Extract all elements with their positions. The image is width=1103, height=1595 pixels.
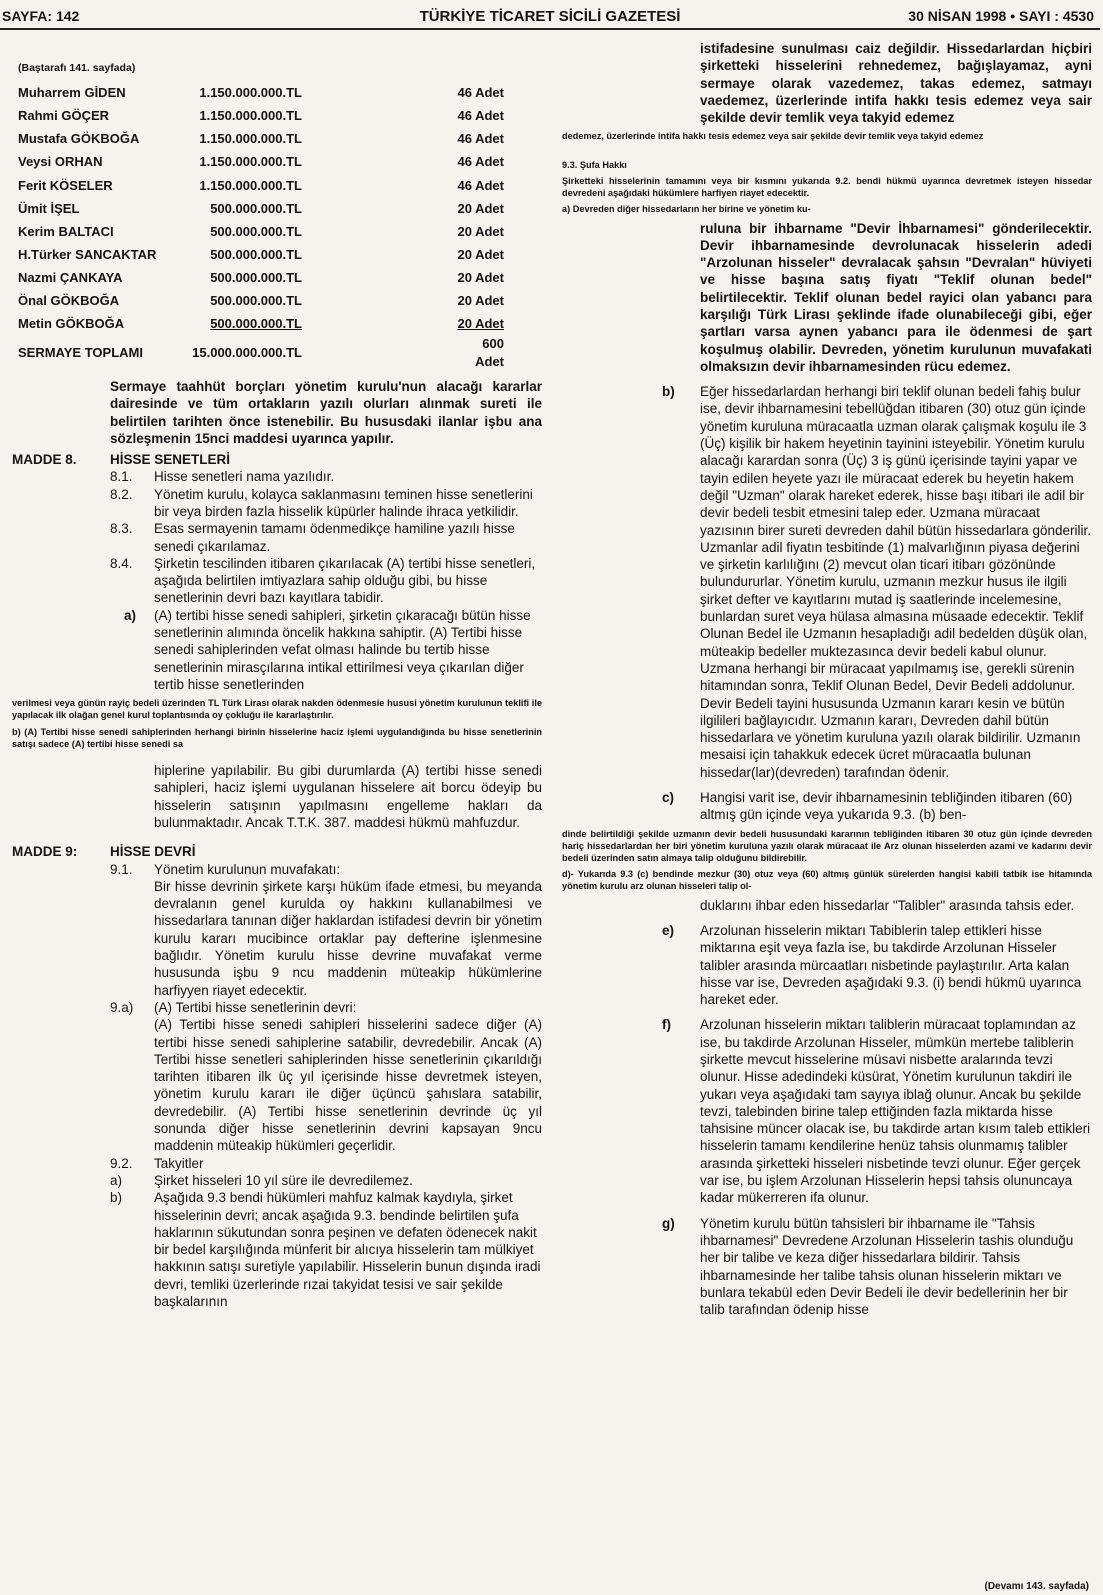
madde-9-title: HİSSE DEVRİ	[110, 844, 196, 860]
clause-text: Arzolunan hisselerin miktarı taliblerin müracaat toplamından az ise, bu takdirde Arzolunan Hisseler, mümkün mertebe taliblerin şirkette mevcut hisselerine müsavi nisbette aralarında tevzi olunur. Hisse adedindeki küsürat, Yönetim kurulunun takdiri ile yukarı veya aşağıdaki tam sayıya iblağ olunur. Ancak bu şekilde tevzi, talebinden birine talep ettiğinden fazla miktarda hisse tahsisine müncer olacak ise, bu takdirde artan kısım taleb ettikleri hisselerin tamamı kendilerine henüz tahsis olunmamış talibler arasında şirketteki hisseleri nisbetinde tevzi olunur. Eğer gerçek var ise, bu işlem Arzolunan Hisselerin hepsi tahsis olununcaya kadar mükerreren ifa olunur.	[700, 1017, 1091, 1206]
right-top-display: istifadesine sunulması caiz değildir. Hissedarlardan hiçbiri şirketteki hisselerini rehnedemez, bağışlayamaz, ayni sermaye olarak vazedemez, takas edemez, satmayı vaedemez, üzerlerinde intifa hakkı tesis edemez veya sair şekilde devir temlik veya takyid edemez	[700, 41, 1092, 126]
madde-8-title: HİSSE SENETLERİ	[110, 452, 231, 468]
spacer-cell	[302, 151, 452, 174]
clause-letter: b)	[110, 1190, 123, 1206]
shareholder-row	[18, 151, 504, 174]
shareholder-row	[18, 289, 504, 312]
spacer-cell	[302, 127, 452, 150]
spacer-cell	[302, 266, 452, 289]
clause-9-1	[12, 861, 542, 878]
clause-9-3-c	[562, 789, 1092, 824]
clause-text: Arzolunan hisselerin miktarı Tabiblerin talep ettikleri hisse miktarına eşit veya fazla ise, bu takdirde Arzolunan Hisseler talibler arasında mürcaatları nisbetinde paylaştırılır. Arta kalan hisse var ise, Devreden aşağıdaki 9.3. (i) bendi hükmü uyarınca hareket eder.	[700, 922, 1082, 1008]
continued-footer: (Devamı 143. sayfada)	[984, 1581, 1089, 1592]
page-header	[0, 2, 1100, 30]
clause-9-1-text: Bir hisse devrinin şirkete karşı hüküm ifade etmesi, bu meyanda devralanın genel kurulda oy hakkını kullanabilmesi ve hissedarlara tanınan diğer haklardan istifadesi devrin bir yönetim kurulu kararı mucibince ortaklar pay defterine işlenmesine bağlıdır. Yönetim kurulu hisse devrine muvafakat verme hususunda işbu 9 ncu maddenin müteakip hükümlerine harfiyyen riayet edecektir.	[154, 878, 542, 998]
shareholder-name: Ferit KÖSELER	[18, 177, 113, 193]
shareholder-row	[18, 266, 504, 289]
share-amount: 15.000.000.000.TL	[192, 344, 302, 360]
shareholder-row	[18, 174, 504, 197]
clause-letter: b)	[662, 384, 675, 400]
madde-8-label: MADDE 8.	[12, 452, 77, 468]
clause-number: 9.1.	[110, 861, 133, 877]
share-amount: 1.150.000.000.TL	[199, 154, 302, 170]
madde-9-heading	[12, 843, 542, 860]
continued-note: (Baştarafı 141. sayfada)	[18, 62, 136, 74]
share-count: 20 Adet	[457, 223, 504, 239]
small-print-top: dedemez, üzerlerinde intifa hakkı tesis edemez veya sair şekilde devir temlik veya takyid edemez	[562, 131, 984, 142]
clause-letter: a)	[110, 1172, 123, 1188]
clause-text: (A) tertibi hisse senedi sahipleri, şirketin çıkaracağı bütün hisse senetlerinin alımında öncelik hakkına sahiptir. (A) Tertibi hisse senedi sahiplerinden vefat olması halinde bu tertib hisse senetlerinin mirasçılarına intikal ettirilmesi veya çıkarılan diğer tertib hisse senetlerinden	[154, 607, 531, 692]
spacer-cell	[302, 312, 452, 335]
shareholder-name: Mustafa GÖKBOĞA	[18, 131, 140, 147]
right-top-text	[700, 40, 1092, 126]
clause-number: 9.2.	[110, 1155, 133, 1171]
spacer-cell	[302, 81, 452, 104]
clause-title: (A) Tertibi hisse senetlerinin devri:	[154, 999, 357, 1015]
clause-9-1-a-text: (A) Tertibi hisse senedi sahipleri hisselerini sadece diğer (A) tertibi hisse senedi sahiplerine satabilir, devredebilir. Ancak (A) Tertibi hisse senetleri sahiplerinden hisse senetlerinin çıkarıldığı tarihten itibaren ilk üç yıl içerisinde hisse devretmek isteyen, yönetim kurulu kararı ile diğer üçüncü şahıslara satabilir, devredebilir. (A) Tertibi hisse senetlerinin devrinde üç yıl sonunda diğer hisse senetlerinin devrini kapsayan 9ncu maddenin müteakip hükümleri geçerlidir.	[154, 1017, 542, 1154]
clause-text: Hisse senetleri nama yazılıdır.	[154, 469, 335, 485]
small-print-2: b) (A) Tertibi hisse senedi sahiplerinden herhangi birinin hisselerine haciz işlemi uygulandığında bu hisse senetlerinin satışı sadece (A) tertibi hisse senedi sa	[12, 726, 542, 749]
share-count: 20 Adet	[457, 246, 504, 262]
spacer-cell	[302, 197, 452, 220]
clause-text: Şirket hisseleri 10 yıl süre ile devredilemez.	[154, 1172, 413, 1188]
clause-letter: f)	[662, 1017, 671, 1033]
clause-9-3-a-start: a) Devreden diğer hissedarların her birine ve yönetim ku-	[562, 204, 811, 215]
shareholder-row	[18, 243, 504, 266]
shareholder-row	[18, 312, 504, 335]
share-count: 46 Adet	[457, 85, 504, 101]
clause-9-2-a	[12, 1172, 542, 1189]
clause-9-3-e	[562, 922, 1092, 1008]
spacer-cell	[302, 243, 452, 266]
clause-text: Esas sermayenin tamamı ödenmedikçe hamiline yazılı hisse senedi çıkarılamaz.	[154, 521, 515, 554]
shareholder-row	[18, 104, 504, 127]
share-count: 46 Adet	[457, 177, 504, 193]
clause-9-1-a	[12, 999, 542, 1016]
total-row	[18, 335, 504, 370]
share-count: 20 Adet	[457, 293, 504, 309]
shareholder-name: Önal GÖKBOĞA	[18, 293, 120, 309]
small-print-1: verilmesi veya günün rayiç bedeli üzerinden TL Türk Lirası olarak nakden ödenmesie hususi yönetim kurulunun teklifi ile yapılacak ilk olağan genel kurul toplantısında oy çokluğu ile kararlaştırılır.	[12, 698, 542, 721]
shareholder-row	[18, 197, 504, 220]
share-amount: 1.150.000.000.TL	[199, 108, 302, 124]
share-count: 20 Adet	[457, 269, 504, 285]
clause-8-2	[12, 486, 542, 521]
shareholder-name: Muharrem GİDEN	[18, 85, 126, 101]
clause-8-4-b-continued: hiplerine yapılabilir. Bu gibi durumlarda (A) tertibi hisse senedi sahipleri, haciz işlemi uygulanan hisselere ait borcu ödeyip bu hisselerin satışının yapılmasını engelleme hakları da bulunmaktadır. Ancak T.T.K. 387. maddesi hükmü mahfuzdur.	[154, 763, 542, 830]
newspaper-title: TÜRKİYE TİCARET SİCİLİ GAZETESİ	[419, 8, 681, 25]
shareholder-name: Rahmi GÖÇER	[18, 108, 110, 124]
shareholder-name: H.Türker SANCAKTAR	[18, 246, 157, 262]
spacer-cell	[302, 220, 452, 243]
clause-8-4	[12, 555, 542, 607]
clause-9-3-d-text: duklarını ihbar eden hissedarlar "Talibler" arasında tahsis eder.	[700, 897, 1075, 913]
share-amount: 500.000.000.TL	[210, 316, 302, 332]
madde-9-label: MADDE 9:	[12, 844, 78, 860]
madde-8-heading	[12, 451, 542, 468]
right-column	[562, 40, 1092, 1595]
shareholder-name: Kerim BALTACI	[18, 223, 114, 239]
clause-text: Eğer hissedarlardan herhangi biri teklif olunan bedeli fahiş bulur ise, devir ihbarnamesini tebellüğdan itibaren (30) otuz gün içinde yönetim kuruluna müracaatla uzman olarak çalışmak koşulu ile 3 (Üç) kişilik bir hakem heyetinin tayinini isteyebilir. Yönetim kurulu alacağı karardan sonra (Üç) 3 iş günü içerisinde tayini yapar ve tayin edilen heyete yazı ile müracaat ederek bu heyetin hakem değil "Uzman" olarak hareket ederek, hisse başı itibari ile adil bir devir bedeli tesbit etmesini talep eder. Uzmana müracaat yazısının birer sureti devreden dahil bütün hissedarlara gönderilir. Uzmanlar adil fiyatın tesbitinde (1) malvarlığının piyasa değerini ve şirketin karlılığını (2) mevcut olan ticari itibarı gözönünde bulundururlar. Yönetim kurulu, uzmanın mezkur husus ile ilgili şirket defter ve kayıtlarını mutad iş saatlerinde incelemesine, bunlardan suret veya hülasa almasına müsaade edecektir. Teklif Olunan Bedel ile Uzmanın hesapladığı adil bedelden düşük olan, müteakip bedeller muktezasınca devir bedeli kabul olunur. Uzmana herhangi bir müracaat yapılmamış ise, gerekli sürenin hitamından sonra, Teklif Olunan Bedel, Devir Bedeli addolunur. Devir Bedeli tayini hususunda Uzmanın kararı kesin ve bütün ilgilileri bağlayıcıdır. Uzmanın kararı, Devreden dahil bütün hissedarlara ve yönetim kuruluna yazılı olarak bildirilir. Uzmanın mesaisi için tahakkuk edecek ücret müracaatla bulunan hissedar(lar)(devreden) tarafından ödenir.	[700, 384, 1091, 780]
share-count: 20 Adet	[457, 200, 504, 216]
share-amount: 500.000.000.TL	[210, 223, 302, 239]
clause-text: Yönetim kurulu, kolayca saklanmasını teminen hisse senetlerini bir veya birden fazla hisselik küpürler halinde ihraca yetkilidir.	[154, 486, 533, 519]
clause-number: 8.3.	[110, 521, 133, 537]
share-count: 46 Adet	[457, 154, 504, 170]
clause-text: Hangisi varit ise, devir ihbarnamesinin tebliğinden itibaren (60) altmış gün içinde veya yukarıda 9.3. (b) ben-	[700, 790, 1073, 823]
shareholder-row	[18, 81, 504, 104]
shareholder-name: SERMAYE TOPLAMI	[18, 344, 143, 360]
clause-9-2	[12, 1155, 542, 1172]
share-amount: 1.150.000.000.TL	[199, 177, 302, 193]
clause-number: 8.4.	[110, 555, 133, 571]
share-count: 600 Adet	[475, 336, 504, 369]
clause-number: 8.2.	[110, 486, 133, 502]
left-column	[12, 40, 542, 1595]
clause-8-1	[12, 468, 542, 485]
share-amount: 1.150.000.000.TL	[199, 131, 302, 147]
paragraph-taahhut: Sermaye taahhüt borçları yönetim kurulu'nun alacağı kararlar dairesinde ve tüm ortakların yazılı olurları alınmak sureti ile belirtilen tarihten önce istenebilir. Bu hususdaki ilanlar işbu ana sözleşmenin 15nci maddesi uyarınca yapılır.	[110, 378, 542, 446]
share-amount: 500.000.000.TL	[210, 200, 302, 216]
clause-letter: e)	[662, 922, 675, 938]
clause-9-3-g	[562, 1215, 1092, 1319]
share-amount: 500.000.000.TL	[210, 246, 302, 262]
clause-text: Yönetim kurulu bütün tahsisleri bir ihbarname ile "Tahsis ihbarnamesi" Devredene Arzolunan Hisselerin tashis olunduğu her bir talibe ve keza diğer hissedarlara bildirir. Tahsis ihbarnamesinde her talibe tahsis olunan hisselerin miktarı ve bunlara tekabül eden Devir Bedeli ile devir bedellerinin her bir talib tarafından ödenip hisse	[700, 1215, 1074, 1318]
clause-9-3-d-small: d)- Yukarıda 9.3 (c) bendinde mezkur (30) otuz veya (60) altmış günlük sürelerden hangisi kabili tatbik ise hitamında yönetim kurulu arz olunan hisseleri talip ol-	[562, 869, 1092, 892]
spacer-cell	[302, 335, 452, 370]
clause-9-3-f	[562, 1016, 1092, 1206]
clause-9-3-b	[562, 383, 1092, 781]
share-count: 46 Adet	[457, 108, 504, 124]
clause-9-2-b	[12, 1189, 542, 1310]
shareholder-row	[18, 127, 504, 150]
clause-9-3-title: 9.3. Şufa Hakkı	[562, 159, 627, 170]
share-amount: 500.000.000.TL	[210, 269, 302, 285]
clause-9-3-c-small: dinde belirtildiği şekilde uzmanın devir bedeli hususundaki kararının tebliğinden itibaren 30 otuz gün içinde devreden hariç hissedarlardan her biri yönetim kuruluna yazılı olarak müracaat ile Arz olunan hisselerden azami ve kadarını devir bedeli üzerinden satın almaya talip olduğunu bildirebilir.	[562, 828, 1092, 863]
clause-letter: c)	[662, 790, 675, 805]
issue-date: 30 NİSAN 1998 • SAYI : 4530	[908, 8, 1094, 24]
share-amount: 1.150.000.000.TL	[199, 85, 302, 101]
shareholder-name: Veysi ORHAN	[18, 154, 103, 170]
clause-letter: a)	[124, 607, 137, 623]
shareholder-row	[18, 220, 504, 243]
clause-8-4-a	[12, 607, 542, 693]
clause-text: Aşağıda 9.3 bendi hükümleri mahfuz kalmak kaydıyla, şirket hisselerinin devri; ancak aşağıda 9.3. bendinde belirtilen şufa haklarının sükutundan sonra peşinen ve defaten ödenecek nakit bir bedel karşılığında münferit bir alıcıya hisselerin tam mülkiyet hakkının satışı suretiyle yapılabilir. Hisselerin bunun dışında iradi devri, temliki üzerlerinde rızai takyidat tesisi ve sair şekilde başkalarının	[154, 1190, 541, 1309]
clause-9-3-intro: Şirketteki hisselerinin tamamını veya bir kısmını yukarıda 9.2. bendi hükmü uyarınca devretmek isteyen hissedar devredeni aşağıdaki hükümlere harfiyen riayet edecektir.	[562, 175, 1092, 199]
spacer-cell	[302, 174, 452, 197]
page-number: SAYFA: 142	[2, 8, 80, 24]
shareholder-name: Ümit İŞEL	[18, 200, 80, 216]
shareholder-name: Metin GÖKBOĞA	[18, 316, 125, 332]
clause-title: Yönetim kurulunun muvafakatı:	[154, 861, 341, 877]
clause-title: Takyitler	[154, 1155, 204, 1171]
spacer-cell	[302, 104, 452, 127]
clause-text: Şirketin tescilinden itibaren çıkarılacak (A) tertibi hisse senetleri, aşağıda belirtilen imtiyazlara sahip olduğu gibi, bu hisse senetlerinin devri bazı kayıtlara tabidir.	[154, 555, 536, 606]
spacer-cell	[302, 289, 452, 312]
clause-9-3-a-text: ruluna bir ihbarname "Devir İhbarnamesi" gönderilecektir. Devir ihbarnamesinde devrolunacak hisselerin adedi "Arzolunan hisseler" devralacak şahsın "Devralan" hüviyeti ve hisse başına satış fiyatı "Teklif olunan bedel" belirtilecektir. Teklif olunan bedel rayici olan yabancı para karşılığı Türk Lirası şeklinde ifade olunabileceği gibi, eğer şartları varsa aynen yabancı para ile ödenmesi de şart koşulmuş olabilir. Devreden, yönetim kurulunun muvafakati olmaksızın devir ihbarnamesinden rücu edemez.	[700, 220, 1092, 374]
share-count: 20 Adet	[457, 316, 504, 332]
shareholder-name: Nazmi ÇANKAYA	[18, 269, 123, 285]
shareholder-table	[18, 81, 504, 370]
clause-number: 9.a)	[110, 999, 134, 1015]
clause-number: 8.1.	[110, 469, 133, 485]
clause-8-3	[12, 520, 542, 555]
share-count: 46 Adet	[457, 131, 504, 147]
clause-letter: g)	[662, 1215, 675, 1231]
share-amount: 500.000.000.TL	[210, 293, 302, 309]
